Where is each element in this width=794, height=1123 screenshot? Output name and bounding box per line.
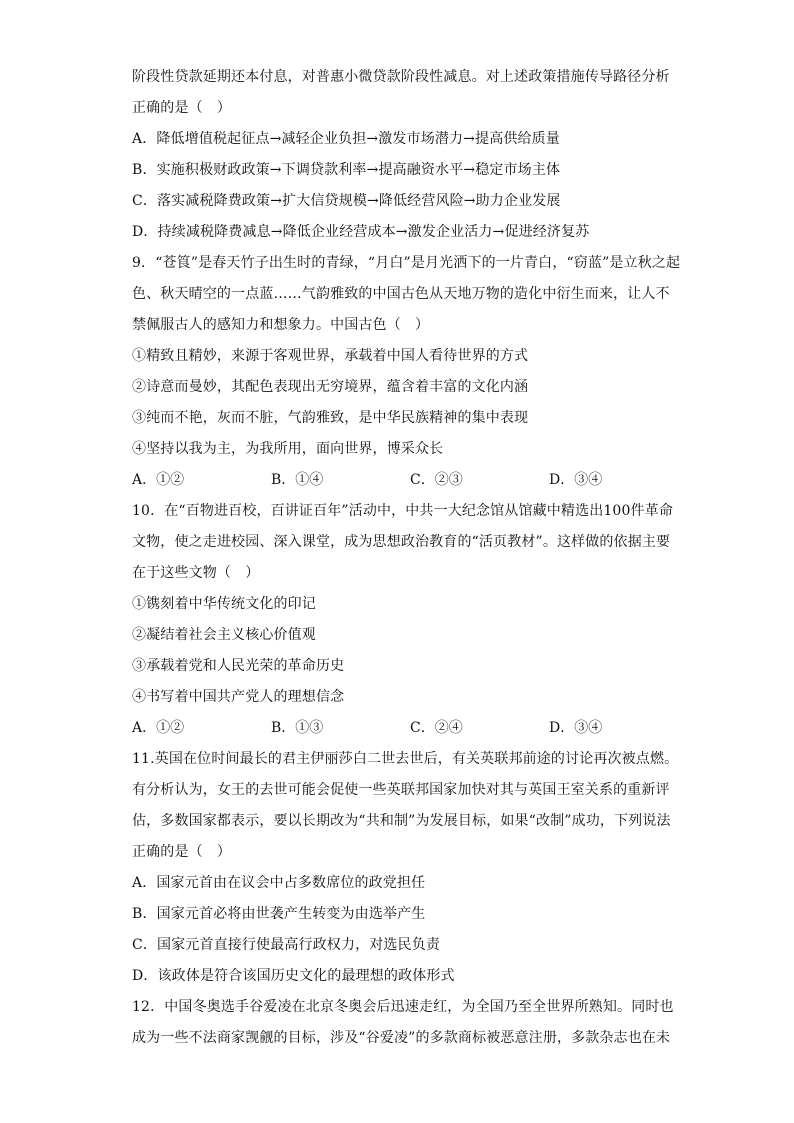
q9-item-1: ①精致且精妙，来源于客观世界，承载着中国人看待世界的方式 [132, 348, 529, 364]
q9-item-2: ②诗意而曼妙，其配色表现出无穷境界，蕴含着丰富的文化内涵 [132, 379, 529, 395]
q10-item-2: ②凝结着社会主义核心价值观 [132, 627, 316, 643]
q9-choice-c: C．②③ [410, 472, 463, 488]
q11-stem-line-1: 11.英国在位时间最长的君主伊丽莎白二世去世后，有关英联邦前途的讨论再次被点燃。 [132, 751, 679, 767]
q11-option-a: A．国家元首由在议会中占多数席位的政党担任 [132, 875, 426, 891]
q9-choice-a: A．①② [132, 472, 185, 488]
q10-choice-b: B．①③ [271, 720, 324, 736]
q9-stem-line-3: 禁佩服古人的感知力和想象力。中国古色（ ） [132, 317, 430, 333]
q10-choice-d: D．③④ [549, 720, 603, 736]
q9-stem-line-1: 9．“苍筤”是春天竹子出生时的青绿，“月白”是月光洒下的一片青白，“窃蓝”是立秋之起 [132, 255, 681, 271]
question-9 [132, 248, 681, 496]
question-8 [132, 62, 670, 248]
q10-choice-a: A．①② [132, 720, 185, 736]
q11-stem-line-3: 估，多数国家都表示，要以长期改为“共和制”为发展目标，如果“改制”成功，下列说法 [132, 813, 671, 829]
q10-stem-line-3: 在于这些文物（ ） [132, 565, 260, 581]
q11-option-d: D．该政体是符合该国历史文化的最理想的政体形式 [132, 968, 455, 984]
q10-item-4: ④书写着中国共产党人的理想信念 [132, 689, 345, 705]
q10-choice-c: C．②④ [410, 720, 463, 736]
q11-stem-line-4: 正确的是（ ） [132, 844, 232, 860]
q9-item-3: ③纯而不艳，灰而不脏，气韵雅致，是中华民族精神的集中表现 [132, 410, 529, 426]
question-10 [132, 496, 673, 744]
q10-item-1: ①镌刻着中华传统文化的印记 [132, 596, 316, 612]
q8-option-d: D．持续减税降费减息→降低企业经营成本→激发企业活力→促进经济复苏 [132, 224, 590, 240]
q11-option-c: C．国家元首直接行使最高行政权力，对选民负责 [132, 937, 441, 953]
q11-stem-line-2: 有分析认为，女王的去世可能会促使一些英联邦国家加快对其与英国王室关系的重新评 [132, 782, 670, 798]
q9-item-4: ④坚持以我为主，为我所用，面向世界，博采众长 [132, 441, 444, 457]
q10-stem-line-1: 10．在“百物进百校，百讲证百年”活动中，中共一大纪念馆从馆藏中精选出100件革命 [132, 503, 673, 519]
q9-choice-d: D．③④ [549, 472, 603, 488]
question-12 [132, 992, 674, 1054]
q9-choices [132, 465, 664, 496]
q12-stem-line-1: 12．中国冬奥选手谷爱凌在北京冬奥会后迅速走红，为全国乃至全世界所熟知。同时也 [132, 999, 674, 1015]
q10-item-3: ③承载着党和人民光荣的革命历史 [132, 658, 345, 674]
q10-stem-line-2: 文物，使之走进校园、深入课堂，成为思想政治教育的“活页教材”。这样做的依据主要 [132, 534, 671, 550]
q9-choice-b: B．①④ [271, 472, 324, 488]
exam-page [132, 62, 681, 1054]
q10-choices [132, 713, 664, 744]
q8-option-b: B．实施积极财政政策→下调贷款利率→提高融资水平→稳定市场主体 [132, 162, 561, 178]
q8-option-a: A．降低增值税起征点→减轻企业负担→激发市场潜力→提高供给质量 [132, 131, 560, 147]
q12-stem-line-2: 成为一些不法商家觊觎的目标，涉及“谷爱凌”的多款商标被恶意注册，多款杂志也在未 [132, 1030, 671, 1046]
q11-option-b: B．国家元首必将由世袭产生转变为由选举产生 [132, 906, 426, 922]
q9-stem-line-2: 色、秋天晴空的一点蓝……气韵雅致的中国古色从天地万物的造化中衍生而来，让人不 [132, 286, 670, 302]
question-11 [132, 744, 679, 992]
q8-stem-line-2: 正确的是（ ） [132, 100, 232, 116]
q8-option-c: C．落实减税降费政策→扩大信贷规模→降低经营风险→助力企业发展 [132, 193, 561, 209]
q8-stem-line-1: 阶段性贷款延期还本付息，对普惠小微贷款阶段性减息。对上述政策措施传导路径分析 [132, 69, 670, 85]
